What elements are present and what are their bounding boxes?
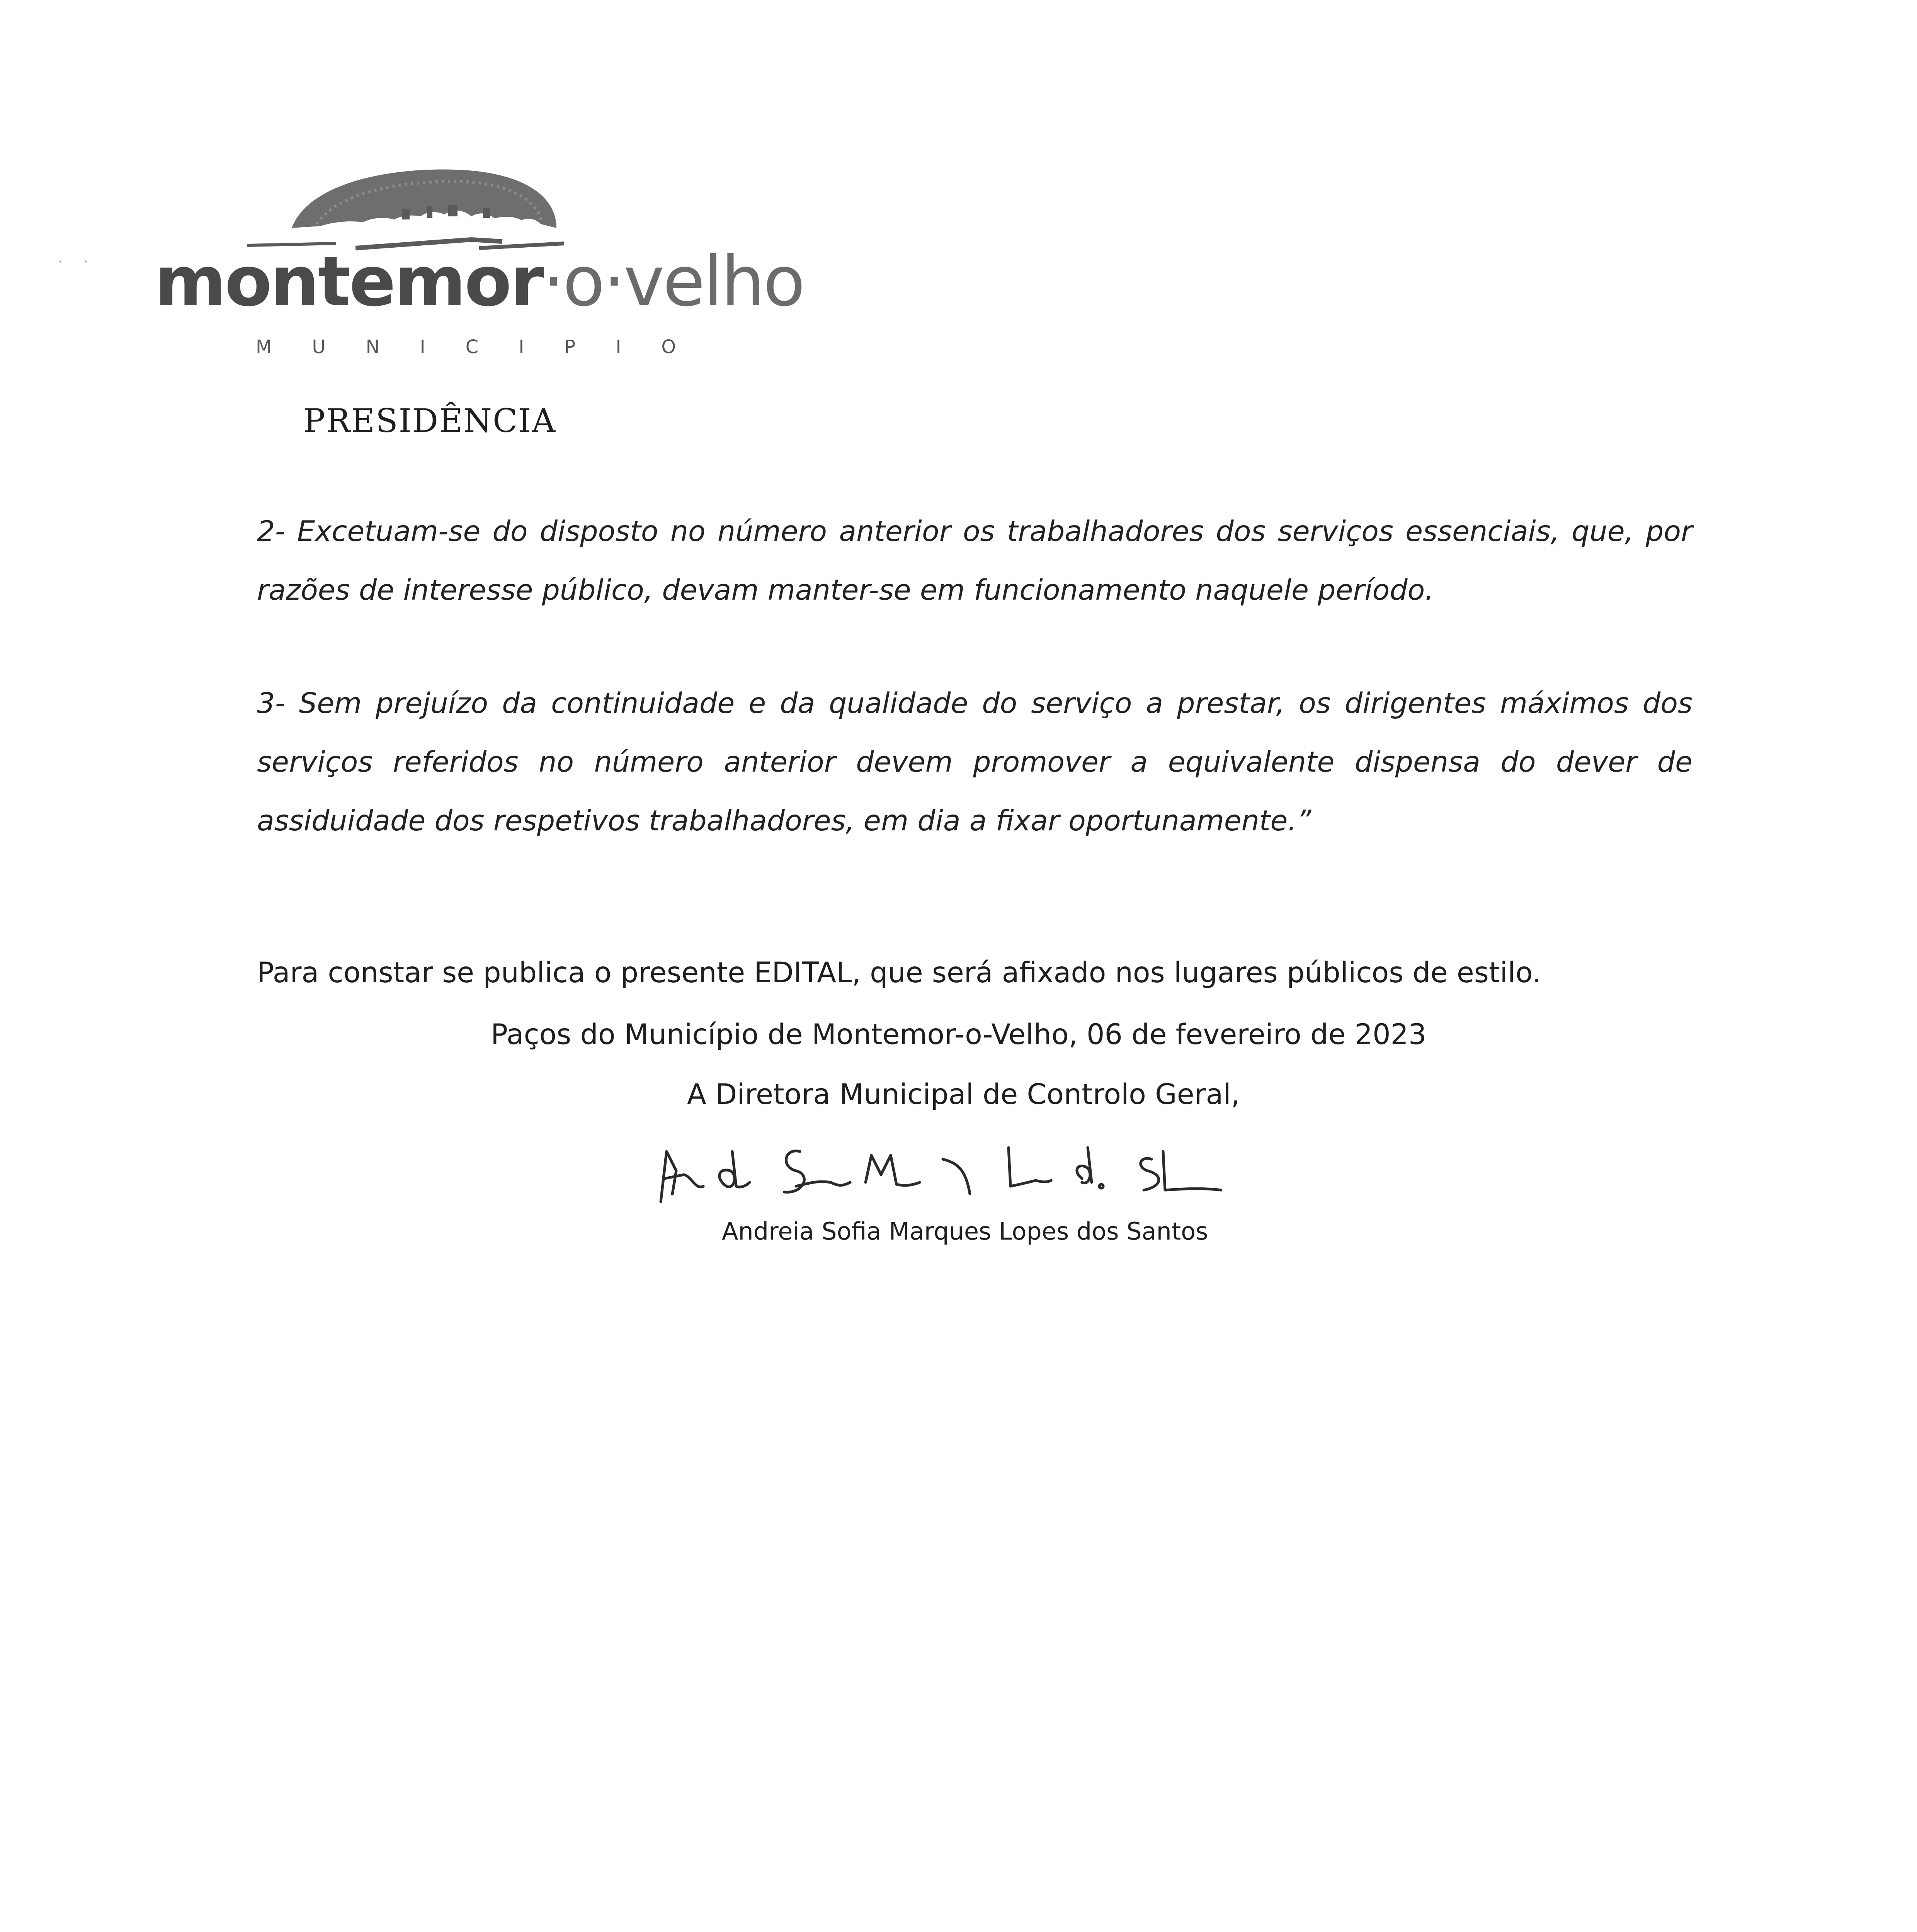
logo-word-main: montemor <box>155 242 543 321</box>
logo-hill-icon <box>155 166 703 251</box>
signatory-name: Andreia Sofia Marques Lopes dos Santos <box>722 1217 1208 1245</box>
logo-wordmark <box>155 242 804 321</box>
logo-word-rest: ·o·velho <box>542 242 804 321</box>
paragraph-2: 2- Excetuam-se do disposto no número anterior os trabalhadores dos serviços essenciais, que, por razões de interesse público, devam manter-se em funcionamento naquele período. <box>257 515 1692 607</box>
edital-statement: Para constar se publica o presente EDITAL, que será afixado nos lugares públicos de estilo. <box>257 956 1541 989</box>
handwritten-signature <box>649 1128 1267 1213</box>
department-heading: PRESIDÊNCIA <box>303 402 556 440</box>
signatory-role: A Diretora Municipal de Controlo Geral, <box>687 1078 1240 1111</box>
scan-artifact: · · <box>58 253 96 271</box>
place-date: Paços do Município de Montemor-o-Velho, 06 de fevereiro de 2023 <box>491 1018 1427 1051</box>
paragraph-3: 3- Sem prejuízo da continuidade e da qualidade do serviço a prestar, os dirigentes máximos dos serviços referidos no número anterior devem promover a equivalente dispensa do dever de assiduidade dos respetivos trabalhadores, em dia a fixar oportunamente.” <box>257 687 1692 837</box>
municipality-logo <box>155 166 804 367</box>
logo-subtitle: MUNICIPIO <box>256 336 716 358</box>
